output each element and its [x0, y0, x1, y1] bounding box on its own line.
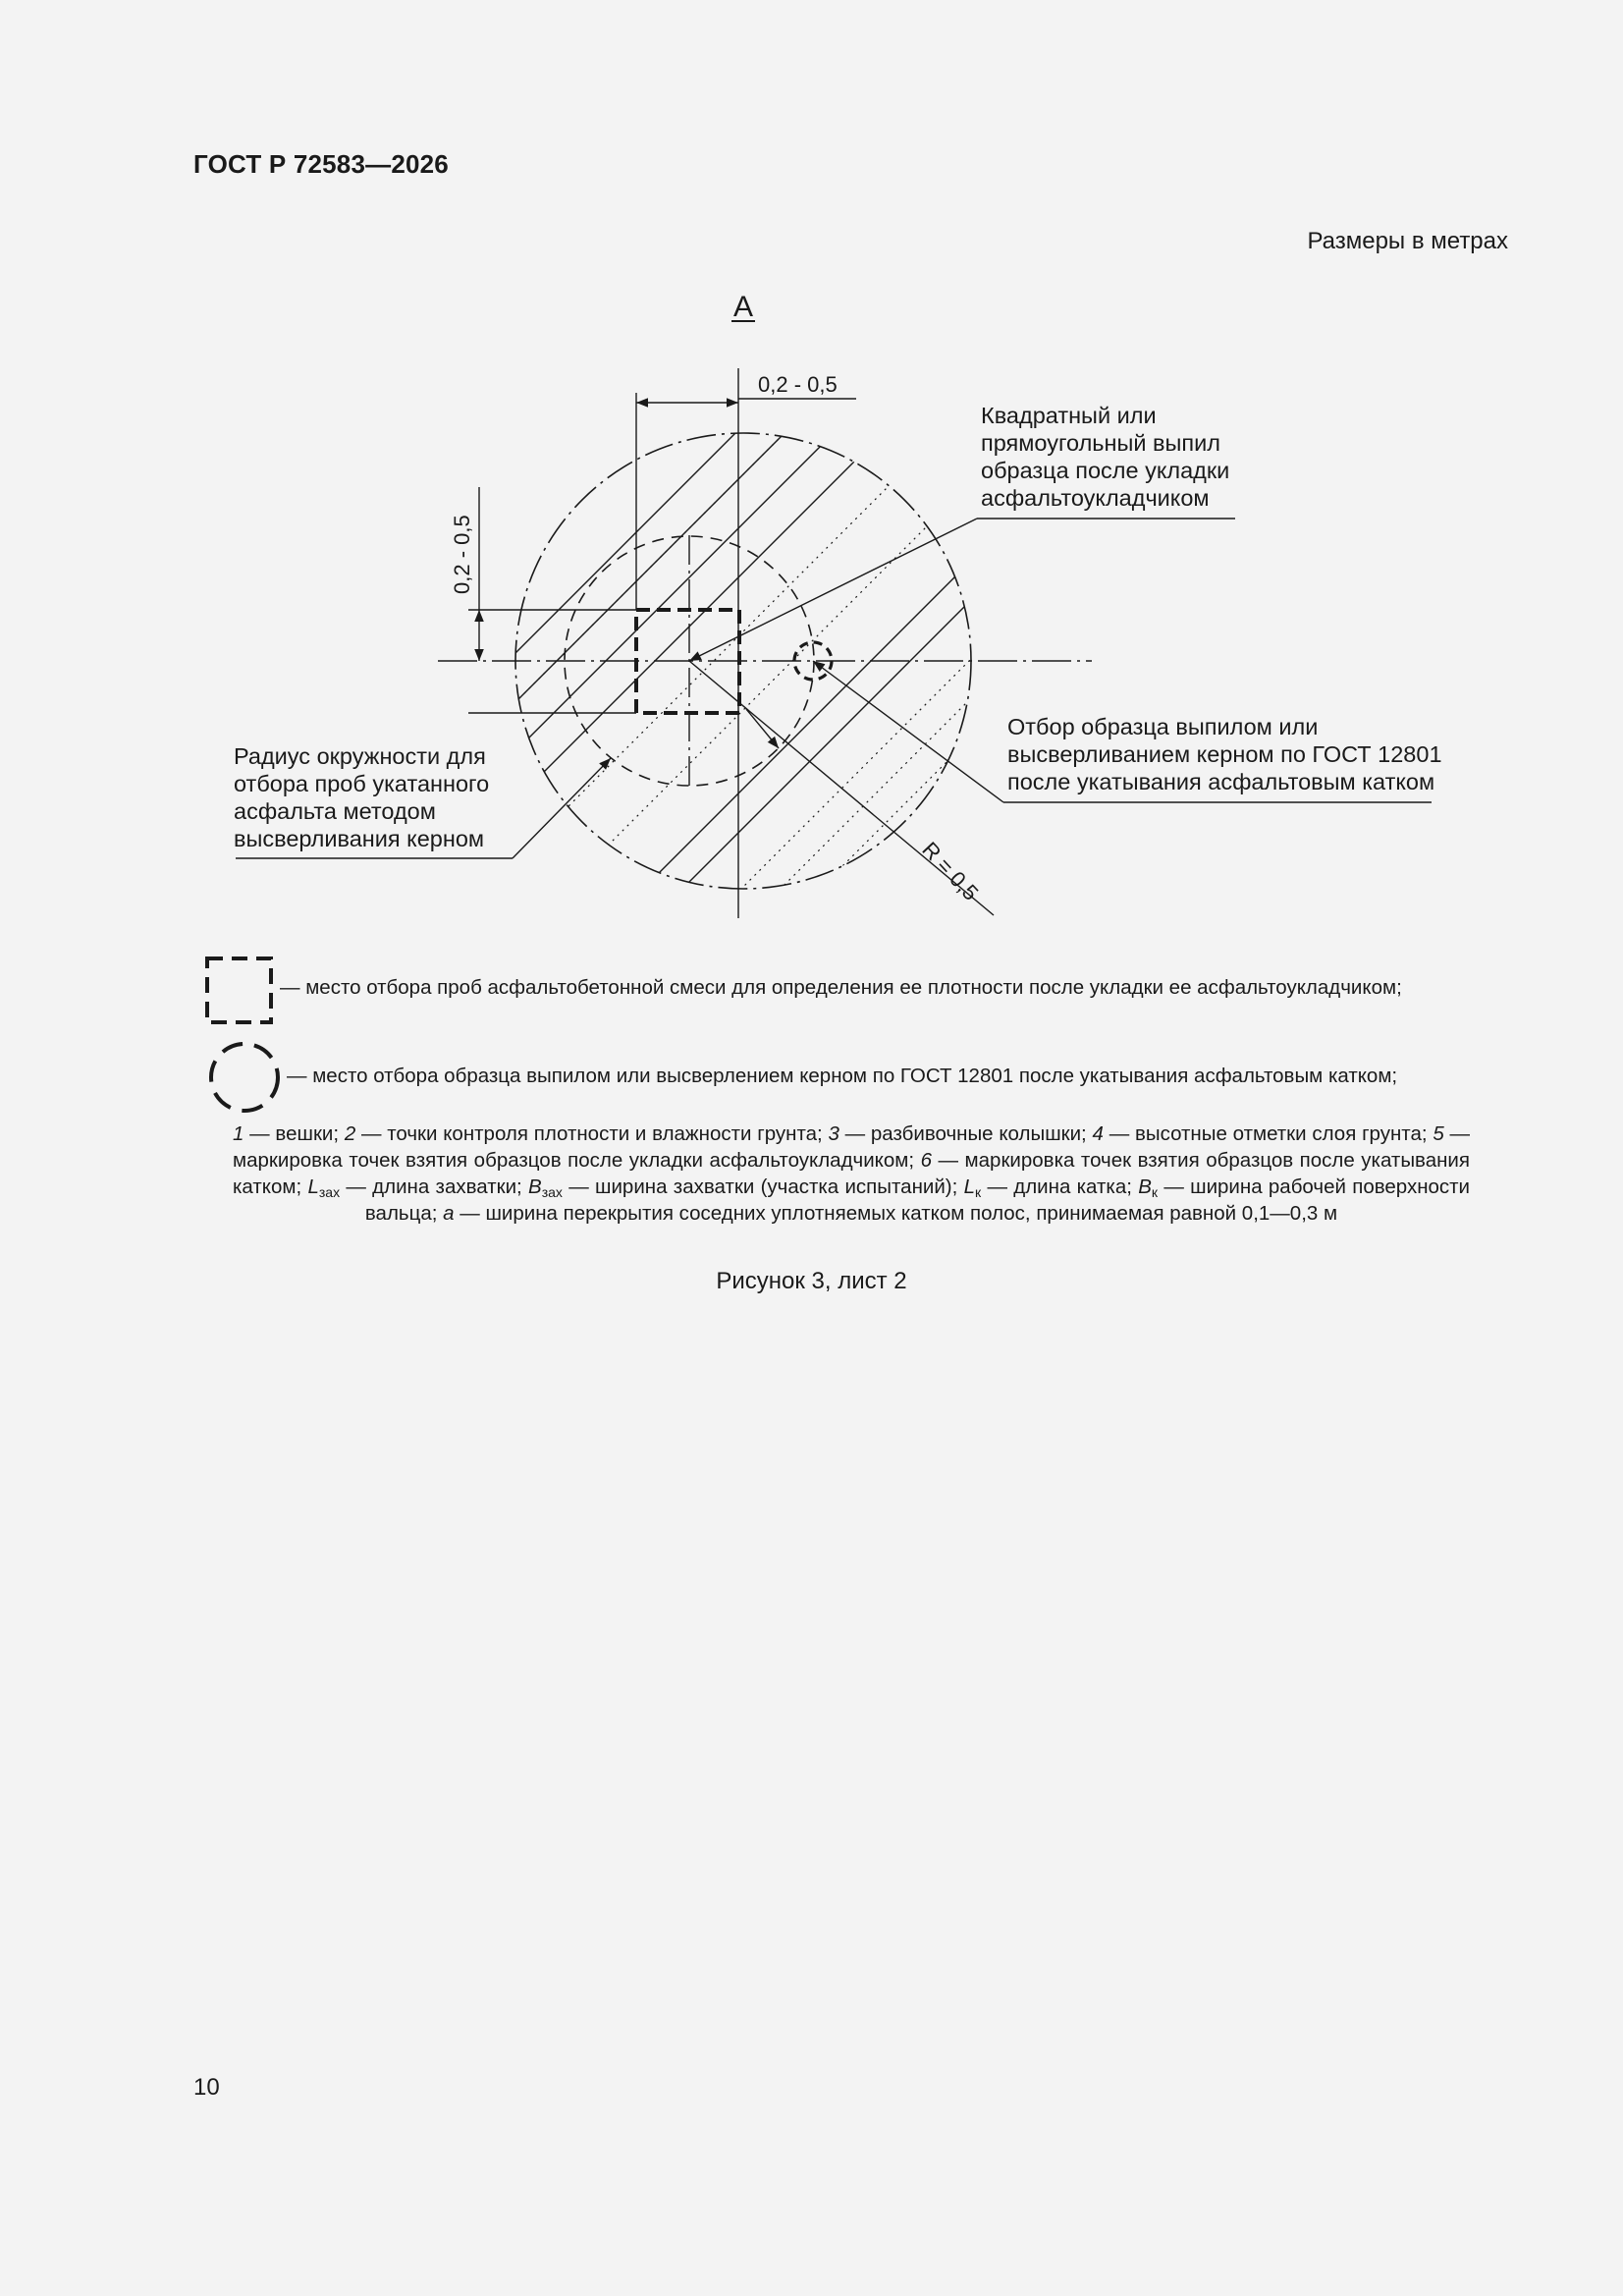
svg-text:Квадратный или прямоугол: Квадратный или прямоугольный выпил образца после укладки асфальтоукладчиком [981, 403, 1230, 511]
svg-text:R = 0,5: R = 0,5 [917, 837, 984, 905]
legend-square-symbol [203, 955, 275, 1026]
legend-circle-text: — место отбора образца выпилом или высверлением керном по ГОСТ 12801 после укатывания асфальтовым катком; [287, 1065, 1398, 1087]
view-label: А [732, 291, 754, 323]
callout-circle-radius [234, 743, 611, 858]
svg-text:Отбор образца выпилом или: Отбор образца выпилом или высверливанием керном по ГОСТ 12801 после укатывания асфальтовым катком [1007, 714, 1442, 794]
figure-key: 1 — вешки; 2 — точки контроля плотности и влажности грунта; 3 — разбивочные колышки; 4 — высотные отметки слоя грунта; 5 — маркировка точек взятия образцов после укладки асфальтоукладчиком; 6 — маркировка точек взятия образцов после укатывания катком; $L_{зах}$ — длина захватки; $B_{зах}$ — ширина захватки (участка испытаний); $L_к$ — длина катка; $B_к$ — ширина рабочей поверхности вальца; a — ширина перекрытия соседних уплотняемых катком полос, принимаемая равной 0,1—0,3 м [233, 1122, 1471, 1225]
figure-caption: Рисунок 3, лист 2 [716, 1268, 907, 1294]
document-header: ГОСТ Р 72583—2026 [193, 149, 449, 179]
dim-top-label: 0,2 - 0,5 [758, 372, 838, 397]
legend-circle-symbol [207, 1040, 282, 1115]
legend-square-text: — место отбора проб асфальтобетонной смеси для определения ее плотности после укладки ее асфальтоукладчиком; [280, 976, 1402, 999]
callout-square-cut [689, 403, 1236, 661]
technical-drawing [0, 0, 1623, 982]
svg-text:Радиус окружности для от: Радиус окружности для отбора проб укатанного асфальта методом высверливания керном [234, 743, 490, 851]
page-number: 10 [193, 2074, 220, 2101]
dim-left-label: 0,2 - 0,5 [450, 515, 474, 594]
radius-dimension [689, 661, 994, 915]
units-note: Размеры в метрах [1307, 228, 1508, 254]
callout-core-sample [813, 661, 1448, 802]
